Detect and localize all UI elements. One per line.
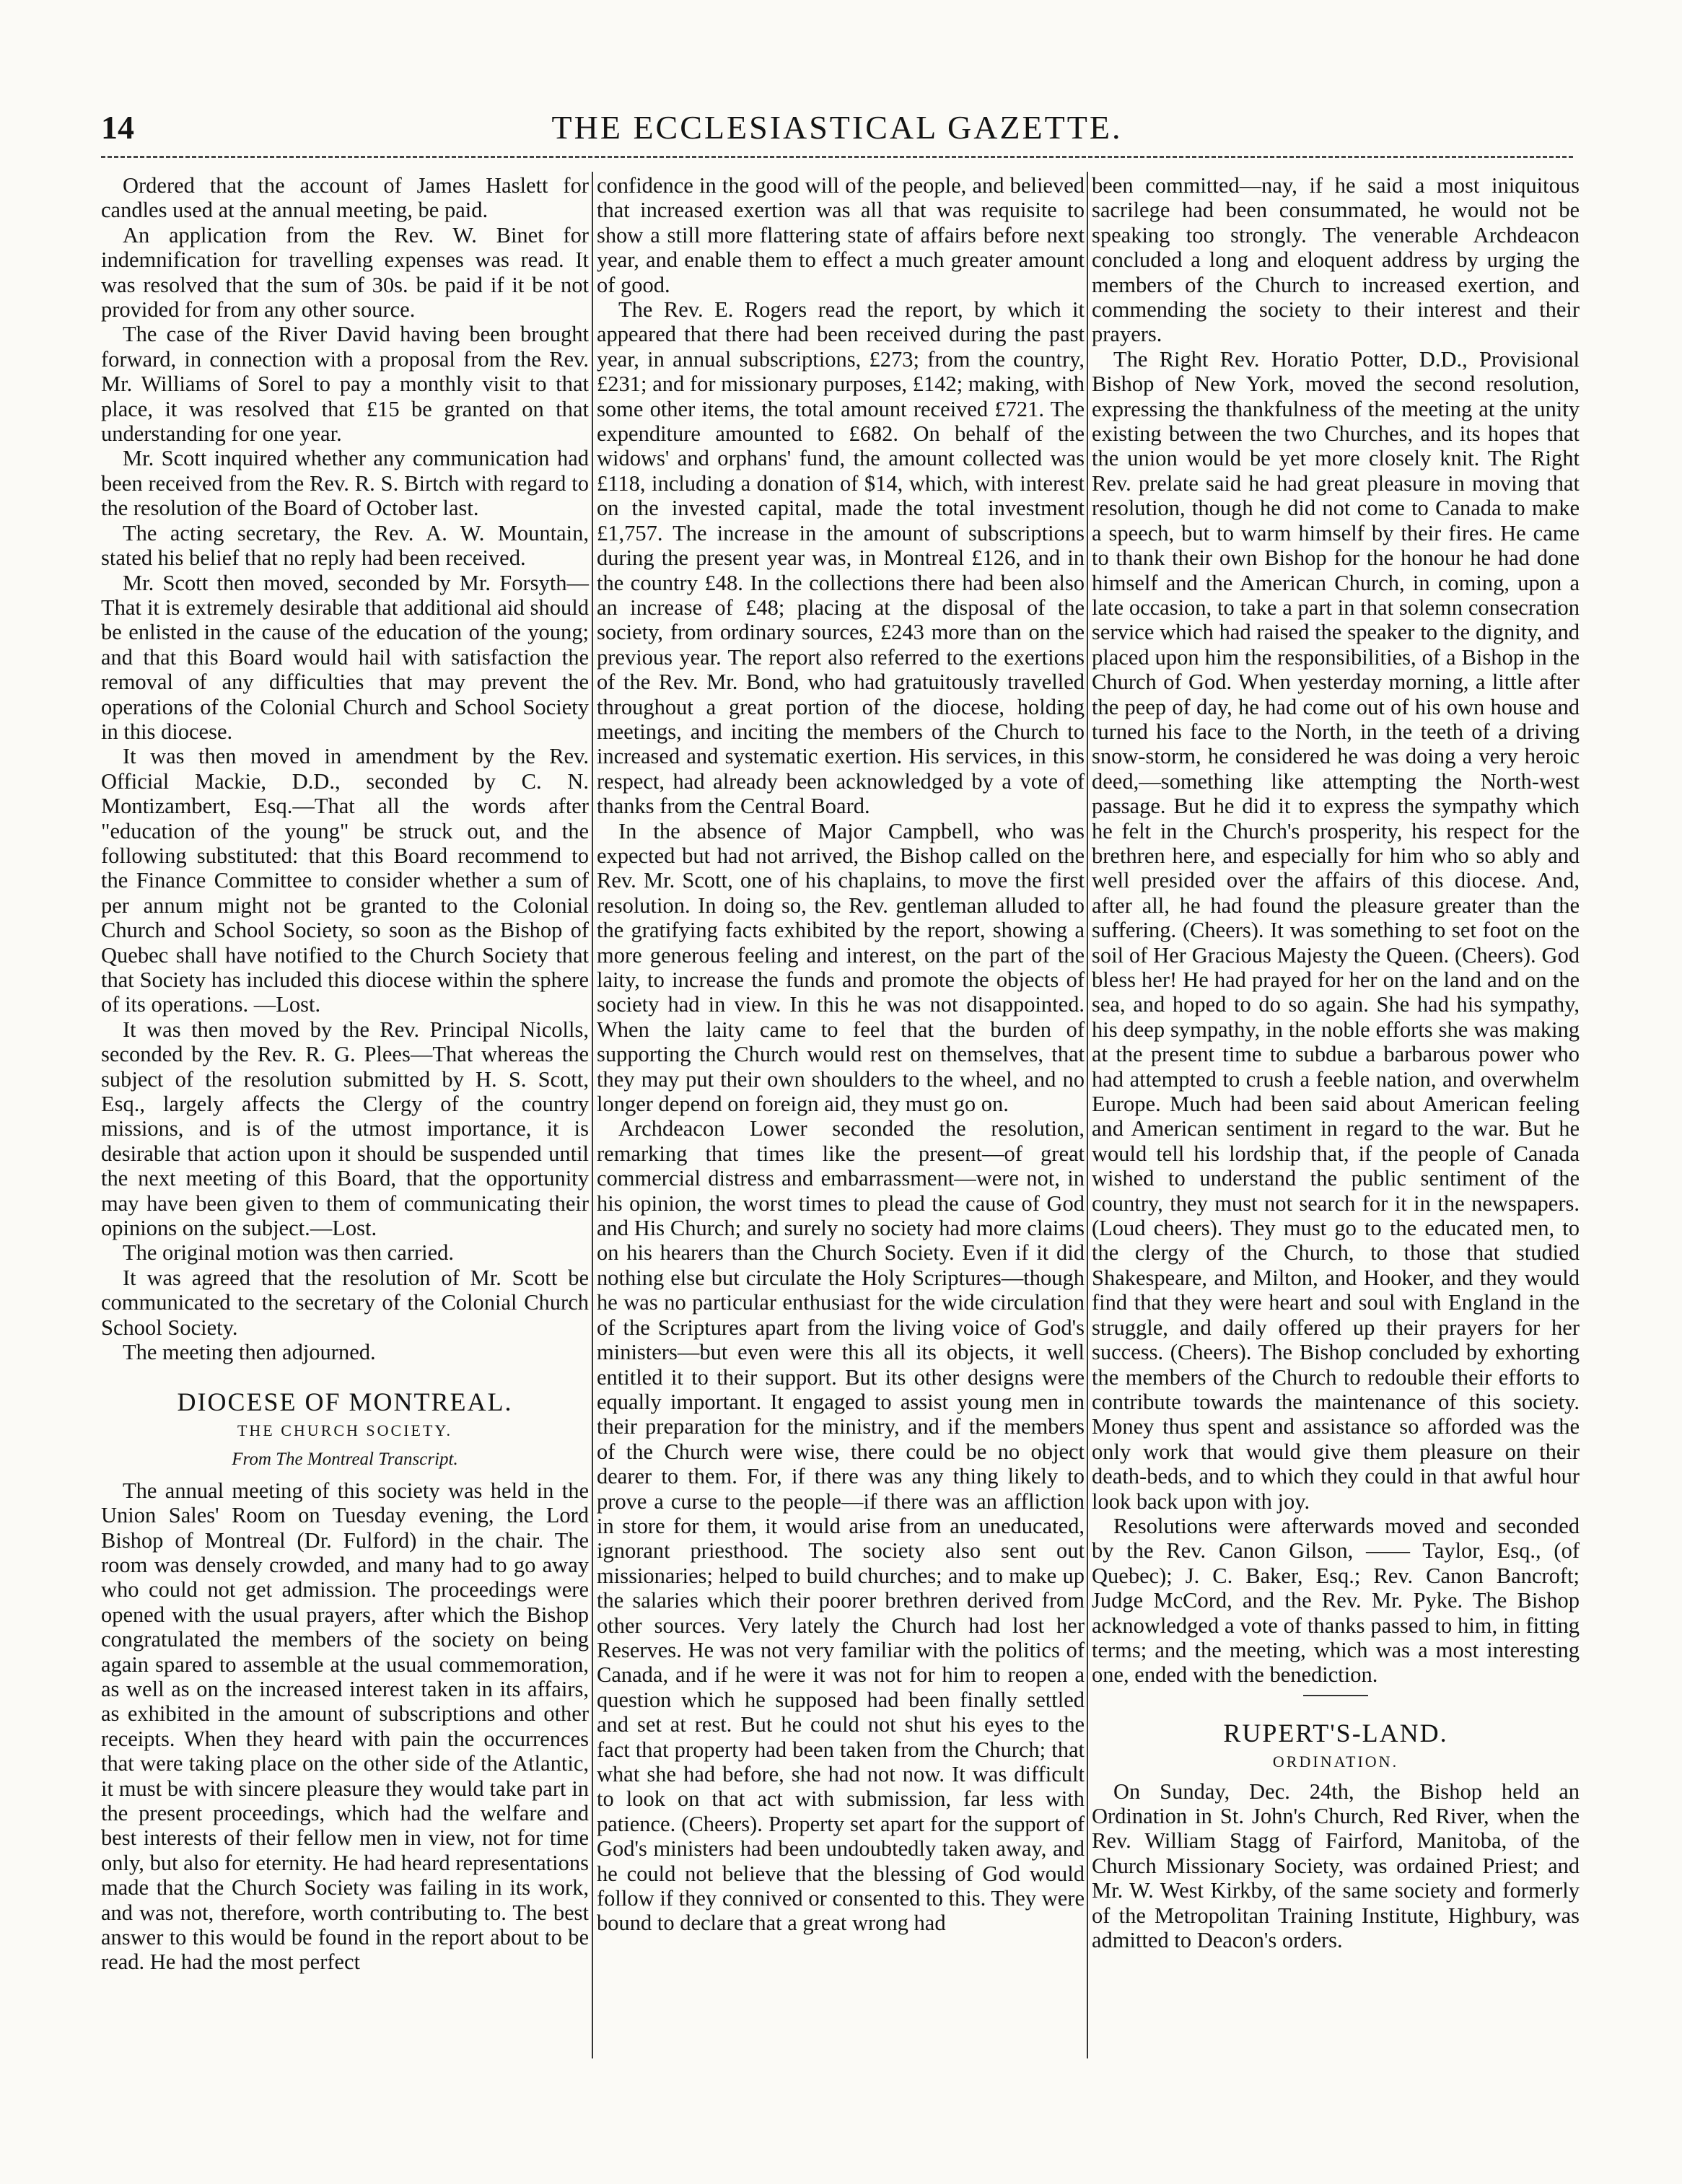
section-heading: DIOCESE OF MONTREAL. bbox=[177, 1387, 513, 1416]
paragraph: The Right Rev. Horatio Potter, D.D., Provisional Bishop of New York, moved the second resolution, expressing the thankfulness of the meeting at the unity existing between the two Churches, and its hopes that the union would be yet more closely knit. The Right Rev. prelate said he had great pleasure in moving that resolution, though he did not come to Canada to make a speech, but to warm himself by their fires. He came to thank their own Bishop for the honour he had done himself and the American Church, in coming, upon a late occasion, to take a part in that solemn consecration service which had raised the speaker to the dignity, and placed upon him the responsibilities, of a Bishop in the Church of God. When yesterday morning, a little after the peep of day, he had come out of his own house and turned his face to the North, in the teeth of a driving snow-storm, he considered he was doing a very heroic deed,—something like attempting the North-west passage. But he did it to express the sympathy which he felt in the Church's prosperity, his respect for the brethren here, and especially for him who so ably and well presided over the affairs of this diocese. And, after all, he had found the pleasure greater than the suffering. (Cheers). It was something to set foot on the soil of Her Gracious Majesty the Queen. (Cheers). God bless her! He had prayed for her on the land and on the sea, and hoped to do so again. She had his sympathy, his deep sympathy, in the noble efforts she was making at the present time to subdue a barbarous power who had attempted to crush a feeble nation, and overwhelm Europe. Much had been said about American feeling and American sentiment in regard to the war. But he would tell his lordship that, if the people of Canada wished to understand the public sentiment of the country, they must not search for it in the newspapers. (Loud cheers). They must go to the educated men, to the clergy of the Church, to those that studied Shakespeare, and Milton, and Hooker, and they would find that they were heart and soul with England in the struggle, and daily offered up their prayers for her success. (Cheers). The Bishop concluded by exhorting the members of the Church to redouble their efforts to contribute towards the maintenance of this society. Money thus spent and assistance so afforded was the only work that would give them pleasure on their death-beds, and to which they could in that awful hour look back upon with joy. bbox=[1092, 346, 1580, 1514]
paragraph: It was then moved in amendment by the Rev. Official Mackie, D.D., seconded by C. N. Montizambert, Esq.—That all the words after "education of the young" be struck out, and the following substituted: that this Board recommend to the Finance Committee to consider whether a sum of per annum might not be granted to the Colonial Church and School Society, so soon as the Bishop of Quebec shall have notified to the Church Society that that Society has included this diocese within the sphere of its operations. —Lost. bbox=[101, 744, 589, 1017]
section-subheading: ORDINATION. bbox=[1272, 1753, 1399, 1771]
paragraph: On Sunday, Dec. 24th, the Bishop held an Ordination in St. John's Church, Red River, when the Rev. William Stagg of Fairford, Manitoba, of the Church Missionary Society, was ordained Priest; and Mr. W. West Kirkby, of the same society and formerly of the Metropolitan Training Institute, Highbury, was admitted to Deacon's orders. bbox=[1092, 1779, 1580, 1953]
paragraph: Mr. Scott then moved, seconded by Mr. Forsyth—That it is extremely desirable that additional aid should be enlisted in the cause of the education of the young; and that this Board would hail with satisfaction the removal of any difficulties that may prevent the operations of the Colonial Church and School Society in this diocese. bbox=[101, 570, 589, 744]
section-divider bbox=[1303, 1695, 1368, 1696]
paragraph: confidence in the good will of the people, and believed that increased exertion was all that was requisite to show a still more flattering state of affairs before next year, and enable them to effect a much greater amount of good. bbox=[597, 173, 1085, 297]
paragraph: The meeting then adjourned. bbox=[123, 1340, 376, 1365]
paragraph: been committed—nay, if he said a most iniquitous sacrilege had been consummated, he would not be speaking too strongly. The venerable Archdeacon concluded a long and eloquent address by urging the members of the Church to increased exertion, and commending the society to their interest and their prayers. bbox=[1092, 173, 1580, 347]
paragraph: The annual meeting of this society was held in the Union Sales' Room on Tuesday evening, the Lord Bishop of Montreal (Dr. Fulford) in the chair. The room was densely crowded, and many had to go away who could not get admission. The proceedings were opened with the usual prayers, after which the Bishop congratulated the members of the society on being again spared to assemble at the usual commemoration, as well as on the increased interest taken in its affairs, as exhibited in the amount of subscriptions and other receipts. When they heard with pain the occurrences that were taking place on the other side of the Atlantic, it must be with sincere pleasure they would take part in the present proceedings, which had the welfare and best interests of their fellow men in view, not for time only, but also for eternity. He had heard representations made that the Church Society was failing in its work, and was not, therefore, worth contributing to. The best answer to this would be found in the report about to be read. He had the most perfect bbox=[101, 1478, 589, 1975]
paper-title: THE ECCLESIASTICAL GAZETTE. bbox=[551, 109, 1123, 146]
column-rule bbox=[1087, 172, 1088, 2058]
paragraph: Mr. Scott inquired whether any communication had been received from the Rev. R. S. Birtch with regard to the resolution of the Board of October last. bbox=[101, 446, 589, 521]
paragraph: Archdeacon Lower seconded the resolution, remarking that times like the present—of great commercial distress and embarrassment—were not, in his opinion, the worst times to plead the cause of God and His Church; and surely no society had more claims on his hearers than the Church Society. Even if it did nothing else but circulate the Holy Scriptures—though he was no particular enthusiast for the wide circulation of the Scriptures apart from the living voice of God's ministers—but even were this all its objects, it well entitled it to their support. But its other designs were equally important. It engaged to assist young men in their preparation for the ministry, and if the members of the Church were wise, there could be no object dearer to them. For, if there was any thing likely to prove a curse to the people—if there was an affliction in store for them, it would arise from an uneducated, ignorant priesthood. The society also sent out missionaries; helped to build churches; and to make up the salaries which their poorer brethren derived from other sources. Very lately the Church had lost her Reserves. He was not very familiar with the politics of Canada, and if he were it was not for him to reopen a question which he supposed had been finally settled and set at rest. But he could not shut his eyes to the fact that property had been taken from the Church; that what she had before, she had not now. It was difficult to look on that act with submission, far less with patience. (Cheers). Property set apart for the support of God's ministers had been undoubtedly taken away, and he could not believe that the blessing of God would follow if they connived or consented to this. They were bound to declare that a great wrong had bbox=[597, 1116, 1085, 1936]
paragraph: The acting secretary, the Rev. A. W. Mountain, stated his belief that no reply had been received. bbox=[101, 520, 589, 571]
section-subheading: THE CHURCH SOCIETY. bbox=[237, 1421, 452, 1439]
paragraph: In the absence of Major Campbell, who was expected but had not arrived, the Bishop called on the Rev. Mr. Scott, one of his chaplains, to move the first resolution. In doing so, the Rev. gentleman alluded to the gratifying facts exhibited by the report, showing a more generous feeling and interest, on the part of the laity, to increase the funds and promote the objects of society had in view. In this he was not disappointed. When the laity came to feel that the burden of supporting the Church would rest on themselves, that they may put their own shoulders to the wheel, and no longer depend on foreign aid, they must go on. bbox=[597, 818, 1085, 1117]
paragraph: An application from the Rev. W. Binet for indemnification for travelling expenses was read. It was resolved that the sum of 30s. be paid if it be not provided for from any other source. bbox=[101, 222, 589, 323]
masthead bbox=[101, 108, 1573, 152]
column-2 bbox=[597, 173, 1085, 1936]
paragraph: The original motion was then carried. bbox=[123, 1240, 455, 1266]
paragraph: It was then moved by the Rev. Principal Nicolls, seconded by the Rev. R. G. Plees—That whereas the subject of the resolution submitted by H. S. Scott, Esq., largely affects the Clergy of the country missions, and is of the utmost importance, it is desirable that action upon it should be suspended until the next meeting of this Board, that the opportunity may have been given to them of communicating their opinions on the subject.—Lost. bbox=[101, 1017, 589, 1241]
section-heading: RUPERT'S-LAND. bbox=[1223, 1718, 1448, 1747]
paragraph: The Rev. E. Rogers read the report, by which it appeared that there had been received during the past year, in annual subscriptions, £273; from the country, £231; and for missionary purposes, £142; making, with some other items, the total amount received £721. The expenditure amounted to £682. On behalf of the widows' and orphans' fund, the amount collected was £118, including a donation of $14, which, with interest on the invested capital, made the total investment £1,757. The increase in the amount of subscriptions during the present year was, in Montreal £126, and in the country £48. In the collections there had been also an increase of £48; placing at the disposal of the society, from ordinary sources, £243 more than on the previous year. The report also referred to the exertions of the Rev. Mr. Bond, who had gratuitously travelled throughout a great portion of the diocese, holding meetings, and inciting the members of the Church to increased and systematic exertion. His services, in this respect, had already been acknowledged by a vote of thanks from the Central Board. bbox=[597, 297, 1085, 819]
paragraph: Ordered that the account of James Haslett for candles used at the annual meeting, be paid. bbox=[101, 173, 589, 223]
column-rule bbox=[592, 172, 593, 2058]
page-number: 14 bbox=[101, 109, 134, 146]
masthead-rule bbox=[101, 156, 1573, 158]
column-1 bbox=[101, 173, 589, 1975]
column-3 bbox=[1092, 173, 1580, 1952]
paragraph: The case of the River David having been brought forward, in connection with a proposal from the Rev. Mr. Williams of Sorel to pay a monthly visit to that place, it was resolved that £15 be granted on that understanding for one year. bbox=[101, 322, 589, 447]
paragraph: Resolutions were afterwards moved and seconded by the Rev. Canon Gilson, —— Taylor, Esq., (of Quebec); J. C. Baker, Esq.; Rev. Canon Bancroft; Judge McCord, and the Rev. Mr. Pyke. The Bishop acknowledged a vote of thanks passed to him, in fitting terms; and the meeting, which was a most interesting one, ended with the benediction. bbox=[1092, 1513, 1580, 1688]
paragraph: It was agreed that the resolution of Mr. Scott be communicated to the secretary of the Colonial Church School Society. bbox=[101, 1265, 589, 1340]
section-source: From The Montreal Transcript. bbox=[232, 1450, 458, 1470]
